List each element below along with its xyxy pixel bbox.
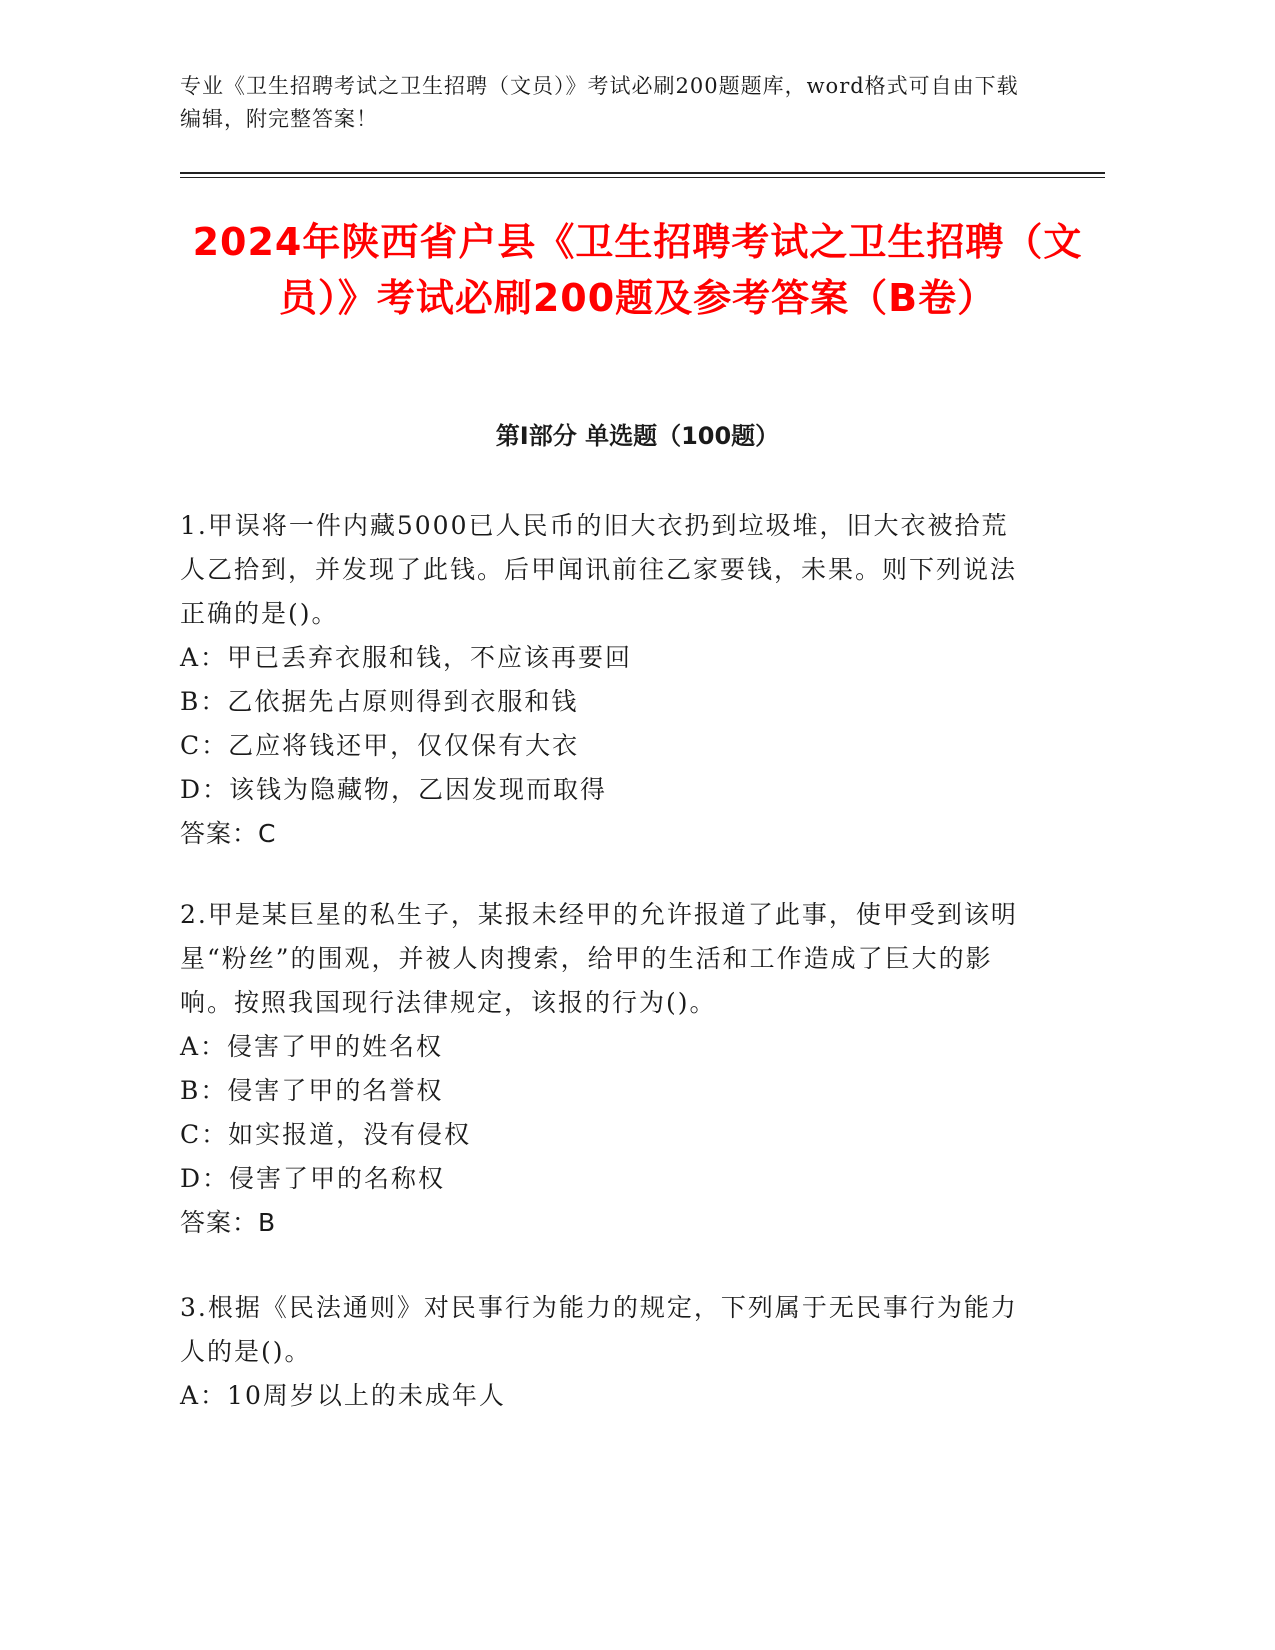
question-stem: 2.甲是某巨星的私生子，某报未经甲的允许报道了此事，使甲受到该明星“粉丝”的围观，并被人肉搜索，给甲的生活和工作造成了巨大的影响。按照我国现行法律规定，该报的行为()。 [180, 900, 1018, 1017]
option-b: B：乙依据先占原则得到衣服和钱 [180, 687, 579, 716]
document-title: 2024年陕西省户县《卫生招聘考试之卫生招聘（文员）》考试必刷200题及参考答案（B卷） [192, 220, 1083, 320]
option-b: B：侵害了甲的名誉权 [180, 1076, 444, 1105]
answer: 答案：C [180, 819, 277, 848]
option-d: D：侵害了甲的名称权 [180, 1164, 446, 1193]
header-divider-thin [180, 177, 1105, 178]
option-d: D：该钱为隐藏物，乙因发现而取得 [180, 775, 608, 804]
question-1 [180, 504, 1030, 856]
option-a: A：甲已丢弃衣服和钱，不应该再要回 [180, 643, 633, 672]
option-c: C：如实报道，没有侵权 [180, 1120, 472, 1149]
question-stem: 1.甲误将一件内藏5000已人民币的旧大衣扔到垃圾堆，旧大衣被拾荒人乙拾到，并发现了此钱。后甲闻讯前往乙家要钱，未果。则下列说法正确的是()。 [180, 511, 1018, 628]
option-c: C：乙应将钱还甲，仅仅保有大衣 [180, 731, 580, 760]
question-2 [180, 893, 1030, 1245]
question-stem: 3.根据《民法通则》对民事行为能力的规定，下列属于无民事行为能力人的是()。 [180, 1293, 1018, 1366]
option-a: A：侵害了甲的姓名权 [180, 1032, 444, 1061]
option-a: A：10周岁以上的未成年人 [180, 1381, 506, 1410]
section-title: 第Ⅰ部分 单选题（100题） [495, 422, 780, 450]
header-note: 专业《卫生招聘考试之卫生招聘（文员）》考试必刷200题题库，word格式可自由下载编辑，附完整答案！ [180, 74, 1019, 131]
header-divider-thick [180, 172, 1105, 174]
answer: 答案：B [180, 1208, 277, 1237]
question-3 [180, 1286, 1030, 1418]
